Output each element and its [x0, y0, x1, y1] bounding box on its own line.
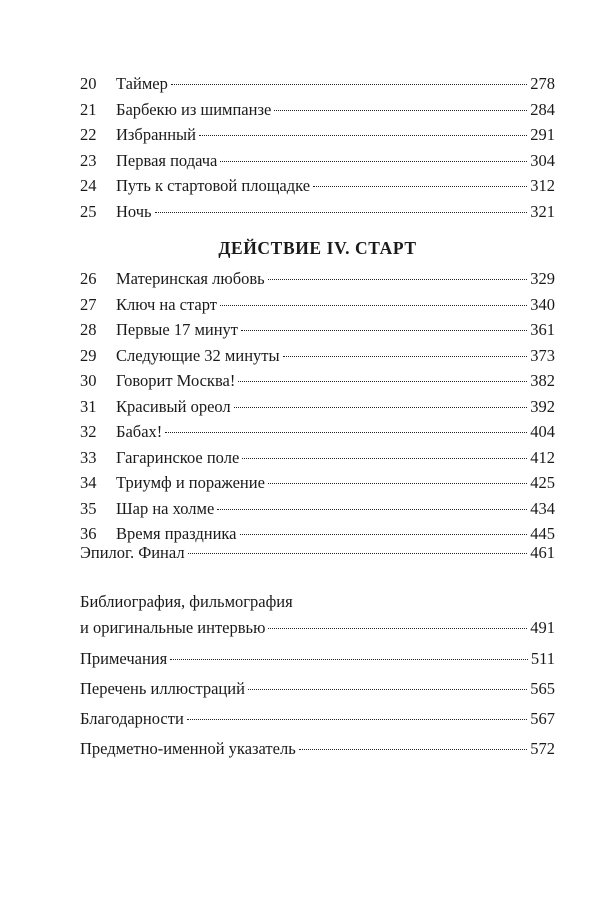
- bibliography-title-line2: и оригинальные интервью: [80, 617, 266, 637]
- toc-entry-back: [80, 706, 555, 732]
- page-number: 312: [530, 176, 555, 195]
- chapter-number: 28: [80, 320, 97, 339]
- toc-entry-epilogue: [80, 540, 555, 566]
- toc-entry: [80, 71, 555, 97]
- page-number: 445: [530, 524, 555, 543]
- page-number: 329: [530, 269, 555, 288]
- toc-entry: [80, 97, 555, 123]
- page-number: 404: [530, 422, 555, 441]
- chapter-number: 27: [80, 294, 97, 314]
- page-number: 278: [530, 74, 555, 93]
- chapter-list-top: [80, 71, 555, 224]
- page-number: 340: [530, 294, 555, 314]
- dot-leader: [313, 186, 527, 187]
- chapter-number: 24: [80, 176, 97, 195]
- chapter-title: Первые 17 минут: [116, 320, 239, 339]
- dot-leader: [268, 628, 527, 629]
- chapter-title: Триумф и поражение: [116, 473, 265, 492]
- dot-leader: [274, 110, 527, 111]
- page-number: 434: [530, 498, 555, 518]
- toc-entry-bibliography: [80, 615, 555, 641]
- chapter-title: Путь к стартовой площадке: [116, 176, 311, 195]
- chapter-title: Гагаринское поле: [116, 447, 240, 467]
- chapter-list-act4: [80, 266, 555, 547]
- bibliography-title-line1: Библиография, фильмография: [80, 592, 293, 611]
- chapter-title: Таймер: [116, 74, 168, 93]
- dot-leader: [283, 356, 528, 357]
- dot-leader: [220, 305, 527, 306]
- epilogue-block: [80, 540, 555, 566]
- chapter-number: 30: [80, 371, 97, 390]
- chapter-title: Красивый ореол: [116, 396, 231, 416]
- dot-leader: [234, 407, 528, 408]
- toc-entry-back: [80, 646, 555, 672]
- dot-leader: [155, 212, 528, 213]
- toc-entry: [80, 445, 555, 471]
- chapter-number: 34: [80, 473, 97, 492]
- toc-entry: [80, 343, 555, 369]
- section-heading: ДЕЙСТВИЕ IV. СТАРТ: [218, 238, 417, 258]
- chapter-number: 31: [80, 396, 97, 416]
- dot-leader: [165, 432, 527, 433]
- chapter-number: 25: [80, 201, 97, 221]
- dot-leader: [268, 483, 527, 484]
- chapter-number: 23: [80, 150, 97, 170]
- chapter-title: Ключ на старт: [116, 294, 217, 314]
- dot-leader: [187, 719, 527, 720]
- toc-entry: [80, 394, 555, 420]
- page-number: 304: [530, 150, 555, 170]
- toc-entry: [80, 470, 555, 496]
- page-number: 565: [530, 679, 555, 698]
- toc-entry: [80, 173, 555, 199]
- dot-leader: [238, 381, 527, 382]
- page-number: 511: [530, 649, 555, 668]
- dot-leader: [240, 534, 528, 535]
- toc-entry: [80, 368, 555, 394]
- chapter-title: Барбекю из шимпанзе: [116, 99, 272, 119]
- toc-entry-back: [80, 736, 555, 762]
- page-number: 412: [530, 447, 555, 467]
- page-number: 392: [530, 396, 555, 416]
- toc-entry: [80, 419, 555, 445]
- chapter-number: 33: [80, 447, 97, 467]
- page-number: 567: [530, 709, 555, 728]
- toc-entry: [80, 199, 555, 225]
- page-number: 361: [530, 320, 555, 339]
- toc-entry-back: [80, 676, 555, 702]
- toc-entry: [80, 122, 555, 148]
- toc-entry: [80, 148, 555, 174]
- back-matter-title: Перечень иллюстраций: [80, 679, 245, 698]
- back-matter-title: Благодарности: [80, 709, 184, 728]
- chapter-number: 32: [80, 422, 97, 441]
- dot-leader: [248, 689, 527, 690]
- chapter-title: Шар на холме: [116, 498, 215, 518]
- epilogue-title: Эпилог. Финал: [80, 543, 185, 562]
- back-matter-title: Примечания: [80, 649, 168, 668]
- toc-entry: [80, 266, 555, 292]
- page-number: 382: [530, 371, 555, 390]
- dot-leader: [299, 749, 528, 750]
- dot-leader: [170, 659, 528, 660]
- chapter-number: 20: [80, 74, 97, 93]
- page-number: 284: [530, 99, 555, 119]
- dot-leader: [242, 458, 527, 459]
- chapter-title: Избранный: [116, 125, 196, 144]
- chapter-number: 36: [80, 524, 97, 543]
- chapter-number: 35: [80, 498, 97, 518]
- chapter-number: 22: [80, 125, 97, 144]
- page-number: 373: [530, 345, 555, 365]
- chapter-number: 29: [80, 345, 97, 365]
- chapter-title: Говорит Москва!: [116, 371, 236, 390]
- toc-entry: [80, 496, 555, 522]
- dot-leader: [241, 330, 527, 331]
- page-number: 491: [530, 617, 555, 637]
- page-number: 291: [530, 125, 555, 144]
- toc-entry: [80, 317, 555, 343]
- back-matter-title: Предметно-именной указатель: [80, 739, 296, 758]
- page-number: 572: [530, 739, 555, 758]
- chapter-title: Следующие 32 минуты: [116, 345, 280, 365]
- dot-leader: [268, 279, 528, 280]
- dot-leader: [171, 84, 527, 85]
- dot-leader: [199, 135, 527, 136]
- chapter-number: 21: [80, 99, 97, 119]
- toc-entry: [80, 292, 555, 318]
- chapter-number: 26: [80, 269, 97, 288]
- chapter-title: Время праздника: [116, 524, 237, 543]
- back-matter-block: [80, 589, 555, 762]
- page-number: 321: [530, 201, 555, 221]
- page-number: 425: [530, 473, 555, 492]
- page-number: 461: [530, 543, 555, 562]
- dot-leader: [217, 509, 527, 510]
- chapter-title: Бабах!: [116, 422, 163, 441]
- dot-leader: [188, 553, 528, 554]
- chapter-title: Ночь: [116, 201, 152, 221]
- dot-leader: [220, 161, 527, 162]
- chapter-title: Материнская любовь: [116, 269, 265, 288]
- chapter-title: Первая подача: [116, 150, 218, 170]
